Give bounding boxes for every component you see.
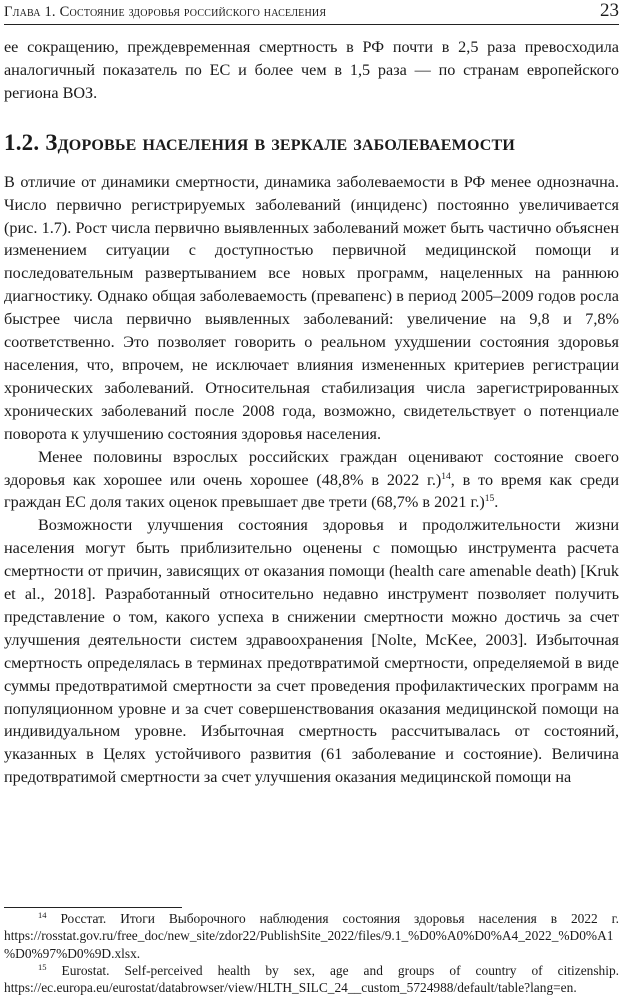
footnote-15-text: Eurostat. Self-perceived health by sex, age and groups of country of citizenship. https://ec.europa.eu/eurostat/databrowser/view/HLTH_SILC_24__custom_5724988/default/table?lang=en. (4, 962, 620, 996)
footnote-14 (4, 910, 619, 962)
footnote-ref-15[interactable]: 15 (484, 494, 495, 505)
running-title: Глава 1. Состояние здоровья российского населения (4, 4, 327, 20)
page-number: 23 (600, 0, 619, 21)
paragraph-3: Возможности улучшения состояния здоровья и продолжительности жизни населения могут быть приблизительно оценены с помощью инструмента расчета смертности от причин, зависящих от оказания помощи (health care amenable death) [Kruk et al., 2018]. Разработанный относительно недавно инструмент позволяет получить представление о том, какого успеха в снижении смертности можно достичь за счет улучшения деятельности систем здравоохранения [Nolte, McKee, 2003]. Избыточная смертность определялась в терминах предотвратимой смертности, определяемой в виде суммы предотвратимой смертности за счет проведения профилактических программ на популяционном уровне и за счет совершенствования оказания медицинской помощи на индивидуальном уровне. Избыточная смертность рассчитывалась от состояний, указанных в Целях устойчивого развития (61 заболевание и состояние). Величина предотвратимой смертности за счет улучшения оказания медицинской помощи на (4, 516, 619, 787)
running-header (4, 2, 619, 25)
paragraph-2-part-2: , в то время как среди граждан ЕС доля таких оценок превышает две трети (68,7% в 2021 г.) (4, 470, 619, 512)
footnote-14-text: Росстат. Итоги Выборочного наблюдения состояния здоровья населения в 2022 г. https://rosstat.gov.ru/free_doc/new_site/zdor22/PublishSite_2022/files/9.1_%D0%A0%D0%A4_2022_%D0%A1%D0%97%D0%9D.xlsx. (4, 911, 619, 961)
footnotes (4, 910, 619, 996)
footnote-divider (4, 907, 182, 908)
intro-paragraph: ее сокращению, преждевременная смертность в РФ почти в 2,5 раза превосходила аналогичный показатель по ЕС и более чем в 1,5 раза — по странам европейского региона ВОЗ. (4, 38, 619, 102)
footnote-15 (4, 962, 619, 997)
paragraph-1: В отличие от динамики смертности, динамика заболеваемости в РФ менее однозначна. Число первично регистрируемых заболеваний (инциденс) постоянно увеличивается (рис. 1.7). Рост числа первично выявленных заболеваний может быть частично объяснен изменением ситуации с доступностью первичной медицинской помощи и последовательным развертыванием все новых программ, нацеленных на раннюю диагностику. Однако общая заболеваемость (превапенс) в период 2005–2009 годов росла быстрее числа первично выявленных заболеваний: увеличение на 9,8 и 7,8% соответственно. Это позволяет говорить о реальном ухудшении состояния здоровья населения, что, впрочем, не исключает влияния измененных критериев регистрации хронических заболеваний. Относительная стабилизация числа зарегистрированных хронических заболеваний после 2008 года, возможно, свидетельствует о потенциале поворота к улучшению состояния здоровья населения. (4, 172, 619, 443)
paragraph-2-part-3: . (494, 493, 499, 512)
main-text (4, 36, 619, 789)
paragraph-2 (4, 446, 619, 515)
footnote-ref-14[interactable]: 14 (441, 471, 451, 482)
footnote-number-15: 15 (38, 961, 47, 972)
section-heading: 1.2. Здоровье населения в зеркале заболеваемости (4, 129, 516, 155)
paragraph-2-part-1: Менее половины взрослых российских граждан оценивают состояние своего здоровья как хорошее или очень хорошее (48,8% в 2022 г.) (4, 447, 619, 489)
footnote-number-14: 14 (38, 910, 47, 920)
